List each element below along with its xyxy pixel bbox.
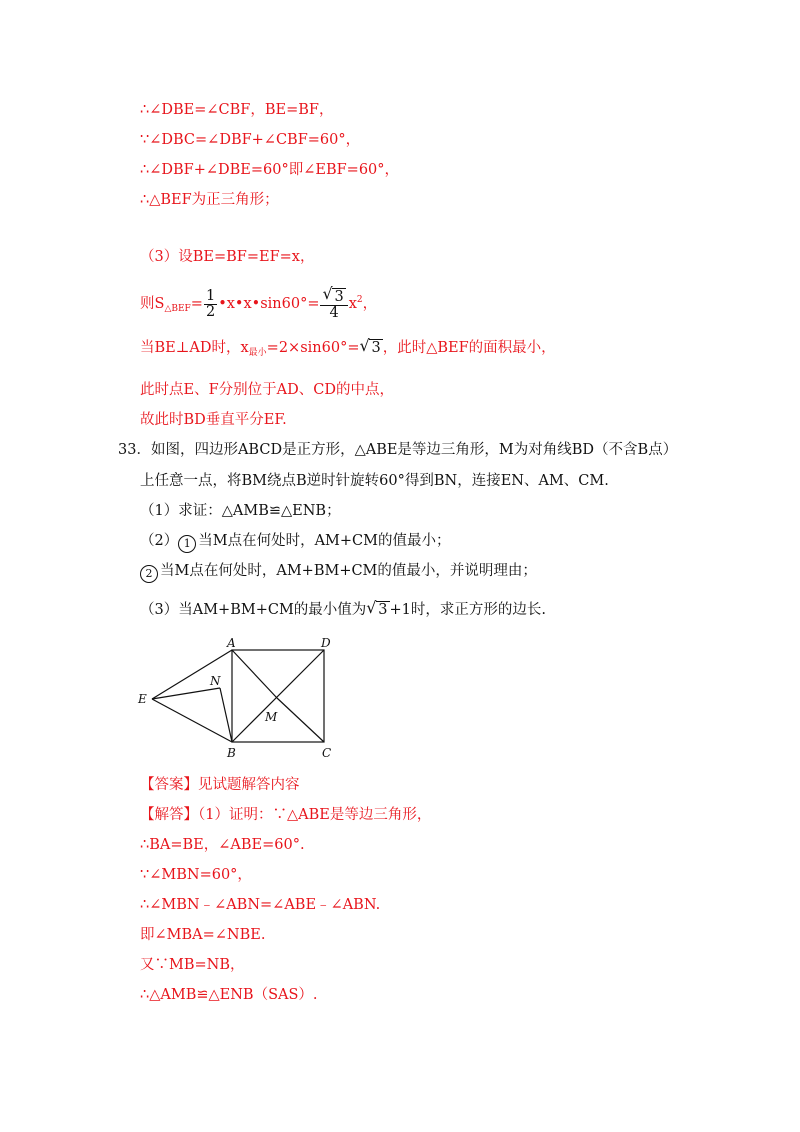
question-2b: 2 当M点在何处时，AM+BM+CM的值最小，并说明理由； — [140, 561, 537, 583]
proof-line: ∴∠DBE=∠CBF，BE=BF， — [140, 102, 334, 118]
proof-line: 当BE⊥AD时，$x_{最小}=2\times\sin 60^\circ=√$ 3 ，此时△BEF的面积最小， — [140, 338, 556, 363]
diagonal-bd — [232, 650, 324, 742]
question-3: （3）当AM+BM+CM的最小值为√ 3 +1时，求正方形的边长. — [140, 600, 546, 620]
label-a: A — [227, 636, 236, 650]
proof-line: ∴∠DBF+∠DBE=60°即∠EBF=60°， — [140, 162, 400, 178]
fraction-denominator: 2 — [205, 303, 216, 320]
proof-line: ∴△BEF为正三角形； — [140, 192, 279, 208]
proof-line: 此时点E、F分别位于AD、CD的中点， — [140, 382, 394, 398]
segment-nb — [220, 688, 232, 742]
answer-line: ∵∠MBN=60°， — [140, 867, 252, 883]
answer-line: ∴∠MBN﹣∠ABN=∠ABE﹣∠ABN. — [140, 897, 381, 913]
answer-line: 【解答】（1）证明：∵△ABE是等边三角形， — [140, 807, 432, 823]
circled-number: 1 — [178, 535, 196, 553]
proof-line: 故此时BD垂直平分EF. — [140, 412, 287, 428]
fraction-half — [204, 289, 217, 320]
answer-line: 【答案】见试题解答内容 — [140, 777, 300, 793]
question-1: （1）求证：△AMB≌△ENB； — [140, 503, 341, 519]
area-mid: •x•x•sin60°= — [218, 296, 320, 312]
label-c: C — [322, 746, 332, 760]
segment-en — [152, 688, 220, 699]
area-prefix: 则S — [140, 296, 165, 312]
proof-line: ∵∠DBC=∠DBF+∠CBF=60°， — [140, 132, 361, 148]
label-b: B — [227, 746, 236, 760]
area-eq: = — [190, 296, 203, 312]
area-end: ， — [362, 296, 378, 312]
label-d: D — [321, 636, 331, 650]
min-subscript: 最小 — [248, 348, 267, 358]
sqrt-symbol: √ 3 — [366, 600, 389, 620]
answer-line: 又∵MB=NB， — [140, 957, 245, 973]
label-m: M — [265, 710, 278, 724]
label-e: E — [138, 692, 147, 706]
circled-number: 2 — [140, 565, 158, 583]
area-formula — [140, 280, 377, 320]
sqrt-symbol: √ 3 — [322, 288, 345, 305]
answer-line: ∴BA=BE，∠ABE=60°. — [140, 837, 305, 853]
problem-text: 上任意一点，将BM绕点B逆时针旋转60°得到BN，连接EN、AM、CM. — [140, 473, 609, 489]
segment-eb — [152, 699, 232, 742]
fraction-numerator: 1 — [205, 287, 216, 304]
label-n: N — [210, 674, 221, 688]
segment-am — [232, 650, 277, 698]
area-exponent: 2 — [356, 295, 363, 305]
answer-line: ∴△AMB≌△ENB（SAS）. — [140, 987, 318, 1003]
question-2a: （2） 1 当M点在何处时，AM+CM的值最小； — [140, 531, 451, 553]
answer-line: 即∠MBA=∠NBE. — [140, 927, 266, 943]
proof-line: （3）设BE=BF=EF=x， — [140, 249, 315, 265]
segment-cm — [277, 698, 324, 742]
geometry-figure — [130, 630, 350, 765]
area-subscript: △BEF — [164, 304, 191, 314]
problem-text: 33．如图，四边形ABCD是正方形，△ABE是等边三角形，M为对角线BD（不含B点） — [118, 442, 678, 458]
area-var: x — [348, 296, 357, 312]
fraction-denominator: 4 — [329, 304, 339, 321]
fraction-numerator — [320, 288, 347, 306]
fraction-root3-over-4 — [320, 288, 347, 321]
sqrt-symbol: √ 3 — [359, 338, 382, 358]
